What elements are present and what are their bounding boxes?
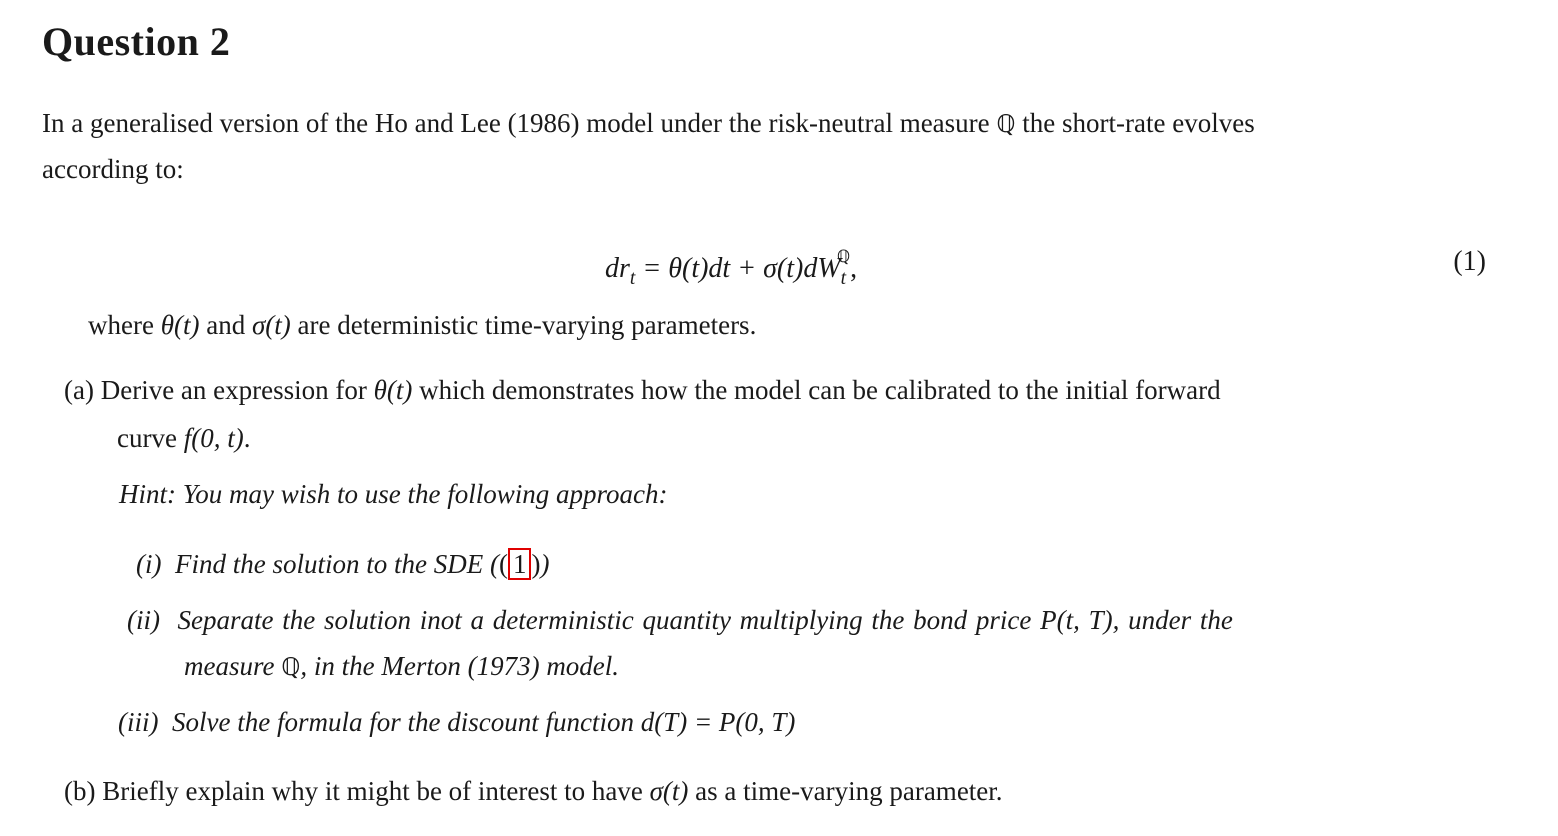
where-line [88, 310, 756, 341]
sigma-symbol: σ(t) [251, 310, 291, 340]
item-ii-measure-text: measure [184, 651, 282, 681]
item-iii-label: (iii) [118, 707, 159, 737]
eq-lhs-sub: t [629, 267, 636, 289]
question-heading: Question 2 [42, 19, 231, 64]
eq-rhs-sub: t [840, 267, 847, 289]
hint-item-ii-line-2 [184, 651, 619, 682]
part-a-text-a: Derive an expression for [100, 375, 374, 405]
item-ii-text: Separate the solution inot a deterministic quantity multiplying the bond price P(t, T), under the [177, 605, 1233, 635]
item-i-close: ) [540, 549, 550, 579]
theta-symbol: θ(t) [160, 310, 200, 340]
where-text-b: and [199, 310, 252, 340]
part-a-period: . [243, 423, 251, 453]
part-a-label: (a) [64, 375, 94, 405]
part-b-text-a: Briefly explain why it might be of interest to have [102, 776, 650, 806]
hint-item-iii [118, 707, 795, 738]
part-a-theta: θ(t) [373, 375, 413, 405]
eq-comma: , [850, 253, 858, 285]
equation-reference-number[interactable]: 1 [512, 549, 527, 579]
intro-text-b: the short-rate evolves [1015, 108, 1255, 138]
item-ii-merton-text: , in the Merton (1973) model. [300, 651, 620, 681]
hint-item-i [136, 548, 549, 580]
where-text-a: where [88, 310, 161, 340]
part-a-line-2 [117, 423, 250, 454]
equation-reference-link[interactable] [508, 548, 532, 580]
intro-line-1 [42, 108, 1255, 139]
forward-curve-symbol: f(0, t) [183, 423, 244, 453]
hint-line: Hint: You may wish to use the following approach: [119, 479, 668, 509]
part-a-curve-text: curve [117, 423, 184, 453]
part-a-text-b: which demonstrates how the model can be calibrated to the initial forward [412, 375, 1221, 405]
item-ii-measure-q: ℚ [281, 652, 301, 681]
hint-item-ii-line-1 [127, 605, 1233, 636]
sde-equation [605, 246, 857, 290]
intro-text-a: In a generalised version of the Ho and Lee (1986) model under the risk-neutral measure [42, 108, 997, 138]
item-iii-text: Solve the formula for the discount function d(T) = P(0, T) [172, 707, 796, 737]
measure-q-symbol: ℚ [996, 109, 1016, 138]
eq-lhs: dr [605, 253, 630, 285]
item-i-text: Find the solution to the SDE ( [174, 549, 499, 579]
item-i-label: (i) [136, 549, 162, 579]
part-b [64, 776, 1003, 807]
eq-rhs-sup: ℚ [836, 246, 851, 266]
part-a-line-1 [64, 375, 1221, 406]
equation-number: (1) [1453, 246, 1486, 277]
where-text-c: are deterministic time-varying parameters. [290, 310, 757, 340]
eq-ref-close: ) [531, 549, 541, 579]
eq-ref-open: ( [498, 549, 508, 579]
part-b-sigma: σ(t) [649, 776, 689, 806]
eq-rhs: = θ(t)dt + σ(t)dW [635, 253, 841, 285]
item-ii-label: (ii) [127, 605, 160, 635]
intro-line-2: according to: [42, 154, 184, 184]
part-b-text-b: as a time-varying parameter. [688, 776, 1003, 806]
part-b-label: (b) [64, 776, 96, 806]
